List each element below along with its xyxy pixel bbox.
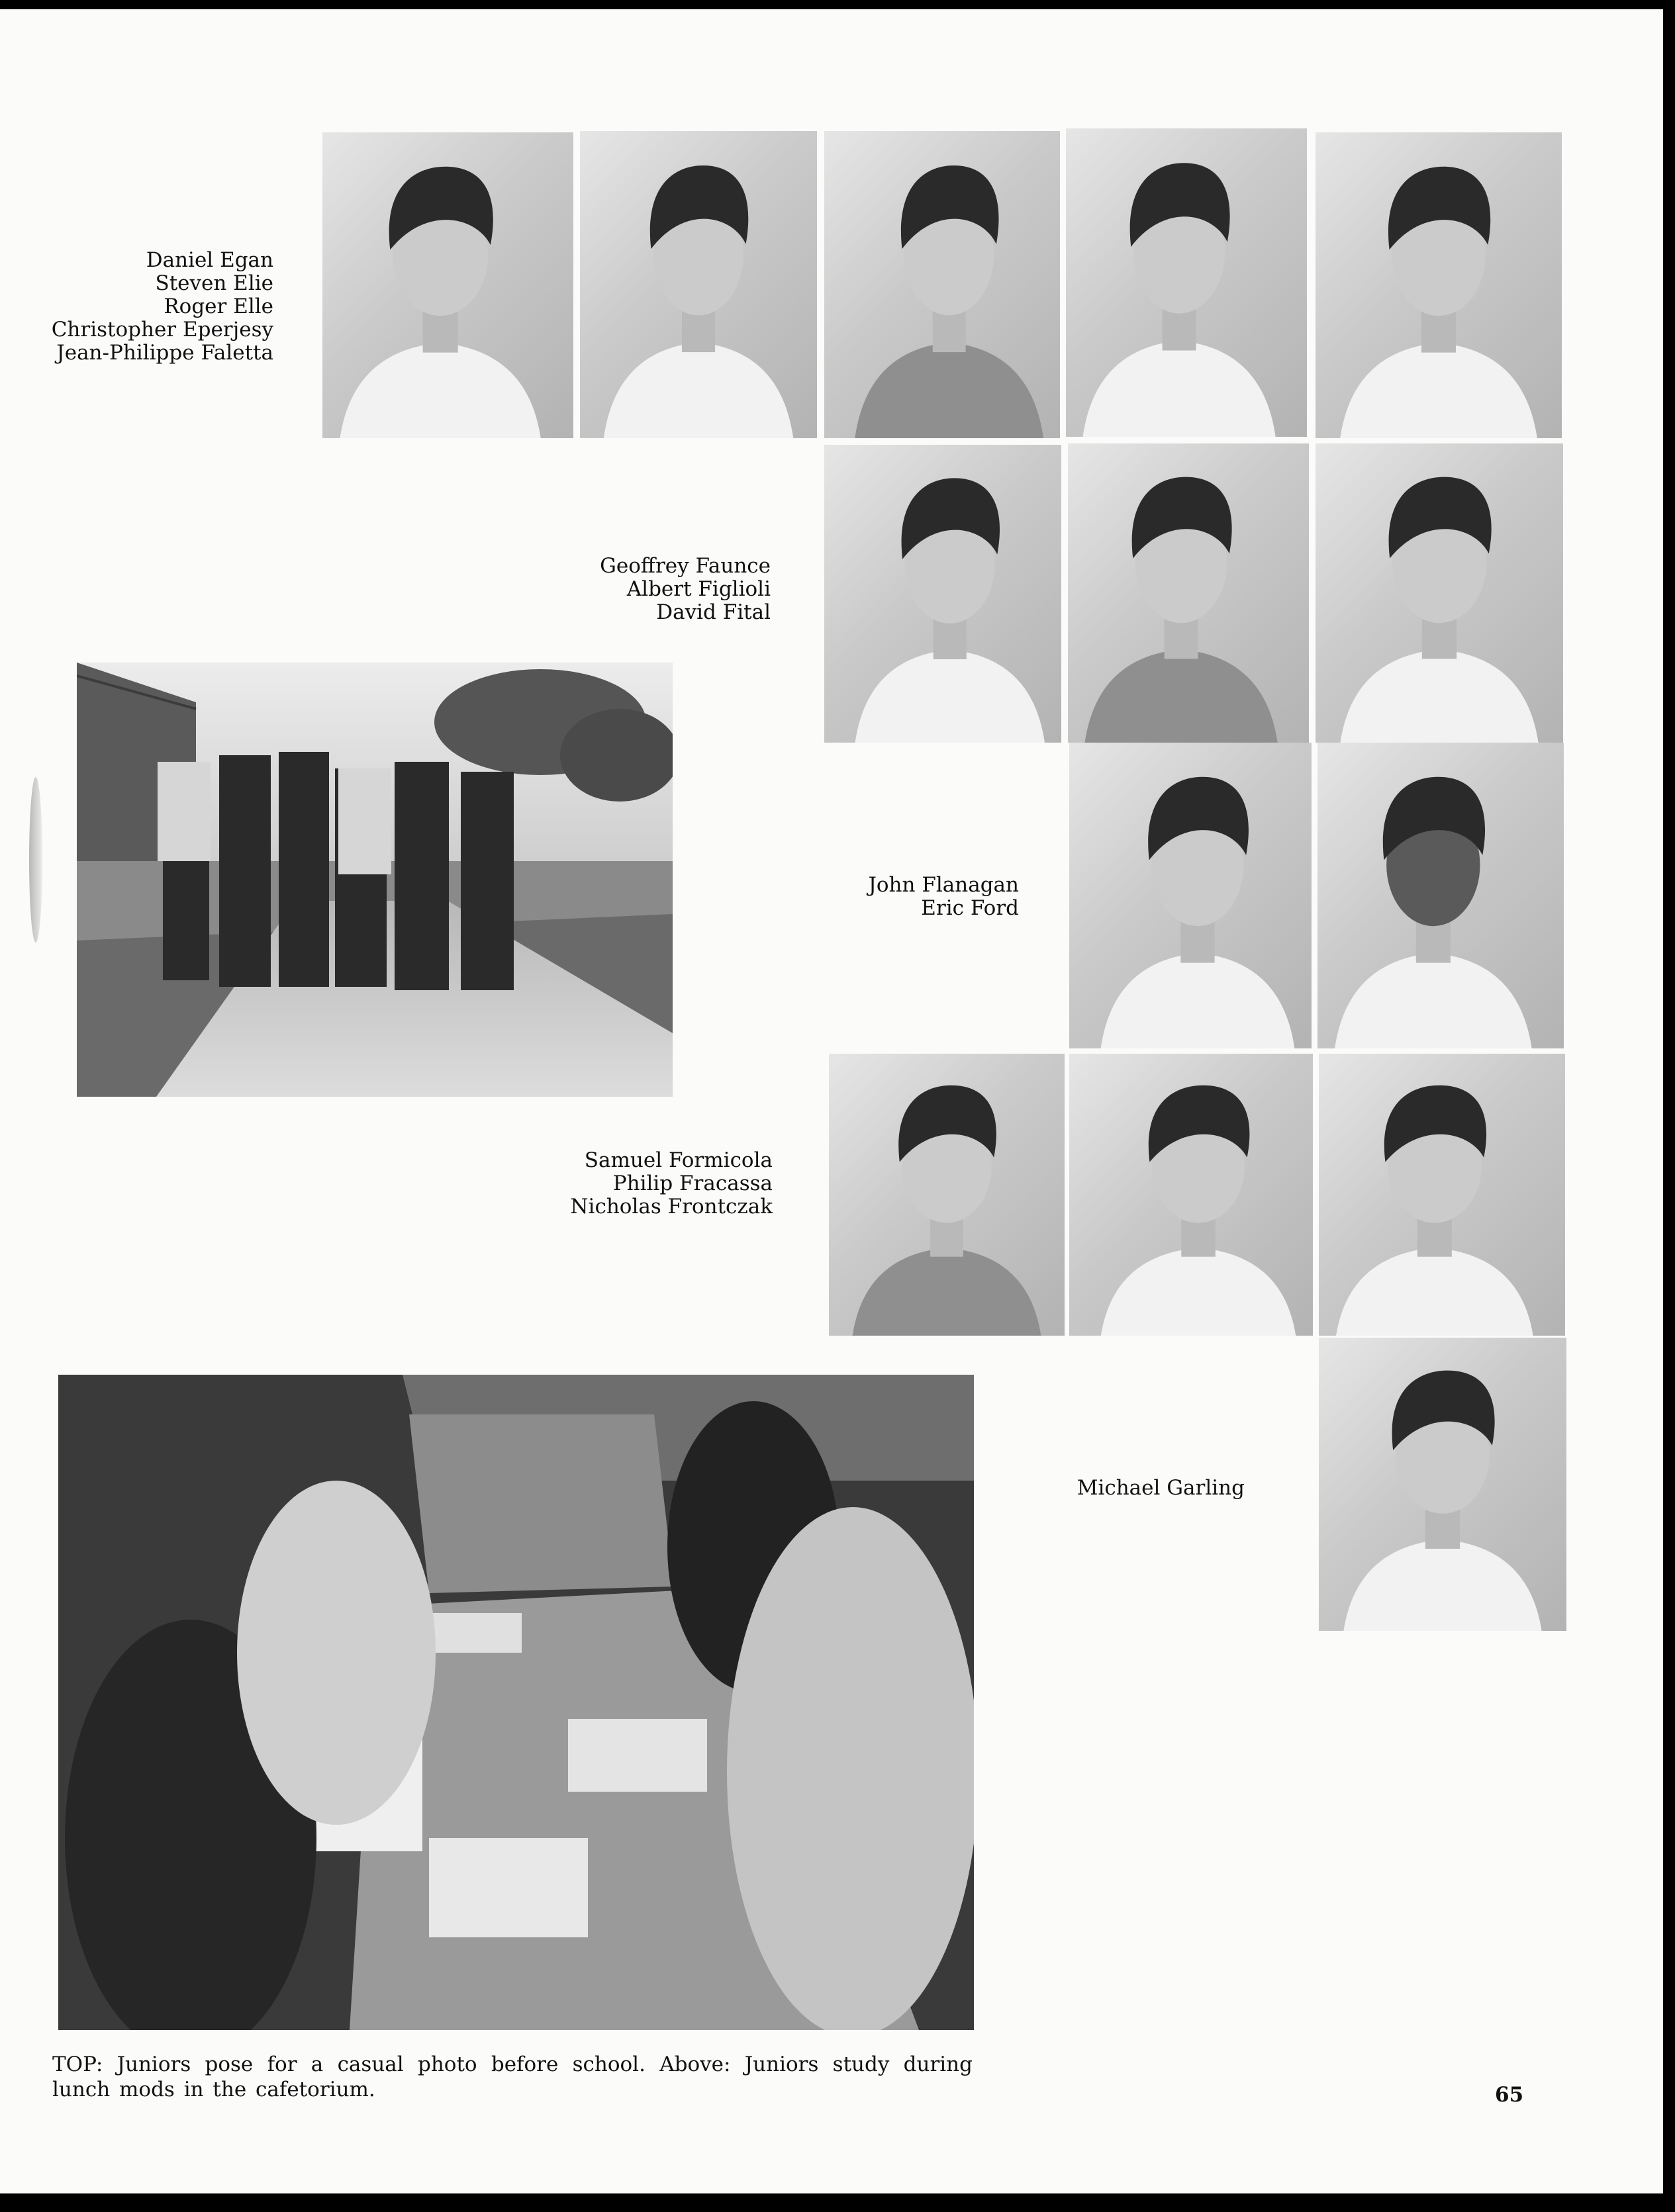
portrait-photo	[1316, 443, 1563, 743]
student-name: Samuel Formicola	[584, 1148, 773, 1172]
portrait-photo	[1066, 128, 1307, 437]
portrait-silhouette	[1068, 443, 1309, 743]
portrait-silhouette	[1316, 132, 1562, 438]
student-name: Nicholas Frontczak	[570, 1195, 773, 1219]
student-name: David Fital	[656, 600, 771, 624]
portrait-silhouette	[829, 1054, 1065, 1336]
portrait-photo	[824, 445, 1061, 743]
student-name: Geoffrey Faunce	[600, 554, 771, 578]
portrait-photo	[1068, 443, 1309, 743]
portrait-photo	[1316, 132, 1562, 438]
name-list-row-2	[600, 555, 771, 624]
student-name: Roger Elle	[164, 295, 273, 318]
student-name: John Flanagan	[868, 873, 1019, 897]
name-list-row-4	[570, 1149, 773, 1219]
photo-caption: TOP: Juniors pose for a casual photo before school. Above: Juniors study during lunch mods in the cafetorium.	[52, 2052, 973, 2101]
name-list-row-1	[52, 249, 273, 365]
portrait-silhouette	[1319, 1338, 1566, 1631]
candid-photo-outdoor	[77, 663, 673, 1097]
portrait-silhouette	[1319, 1054, 1565, 1336]
name-list-row-3	[868, 874, 1019, 920]
portrait-silhouette	[322, 132, 573, 438]
portrait-photo	[1069, 1054, 1313, 1336]
student-name: Eric Ford	[921, 896, 1019, 920]
portrait-photo	[1317, 743, 1564, 1048]
portrait-silhouette	[1069, 1054, 1313, 1336]
student-name: Daniel Egan	[146, 248, 273, 272]
portrait-photo	[1319, 1054, 1565, 1336]
binding-shadow	[29, 777, 42, 943]
student-name: Philip Fracassa	[612, 1172, 773, 1195]
portrait-silhouette	[824, 445, 1061, 743]
portrait-photo	[322, 132, 573, 438]
student-name: Jean-Philippe Faletta	[56, 341, 273, 365]
student-name: Albert Figlioli	[626, 577, 771, 601]
portrait-silhouette	[1317, 743, 1564, 1048]
portrait-silhouette	[1066, 128, 1307, 437]
student-name: Christopher Eperjesy	[51, 318, 273, 342]
portrait-photo	[829, 1054, 1065, 1336]
portrait-photo	[824, 131, 1060, 438]
portrait-photo	[1319, 1338, 1566, 1631]
portrait-photo	[580, 131, 817, 438]
name-list-row-5	[1077, 1477, 1245, 1500]
yearbook-page	[0, 9, 1663, 2193]
portrait-silhouette	[580, 131, 817, 438]
student-name: Steven Elie	[155, 271, 273, 295]
page-number: 65	[1495, 2083, 1524, 2107]
portrait-photo	[1069, 743, 1312, 1048]
candid-photo-cafetorium	[58, 1375, 974, 2030]
student-name: Michael Garling	[1077, 1476, 1245, 1500]
portrait-silhouette	[824, 131, 1060, 438]
portrait-silhouette	[1069, 743, 1312, 1048]
portrait-silhouette	[1316, 443, 1563, 743]
